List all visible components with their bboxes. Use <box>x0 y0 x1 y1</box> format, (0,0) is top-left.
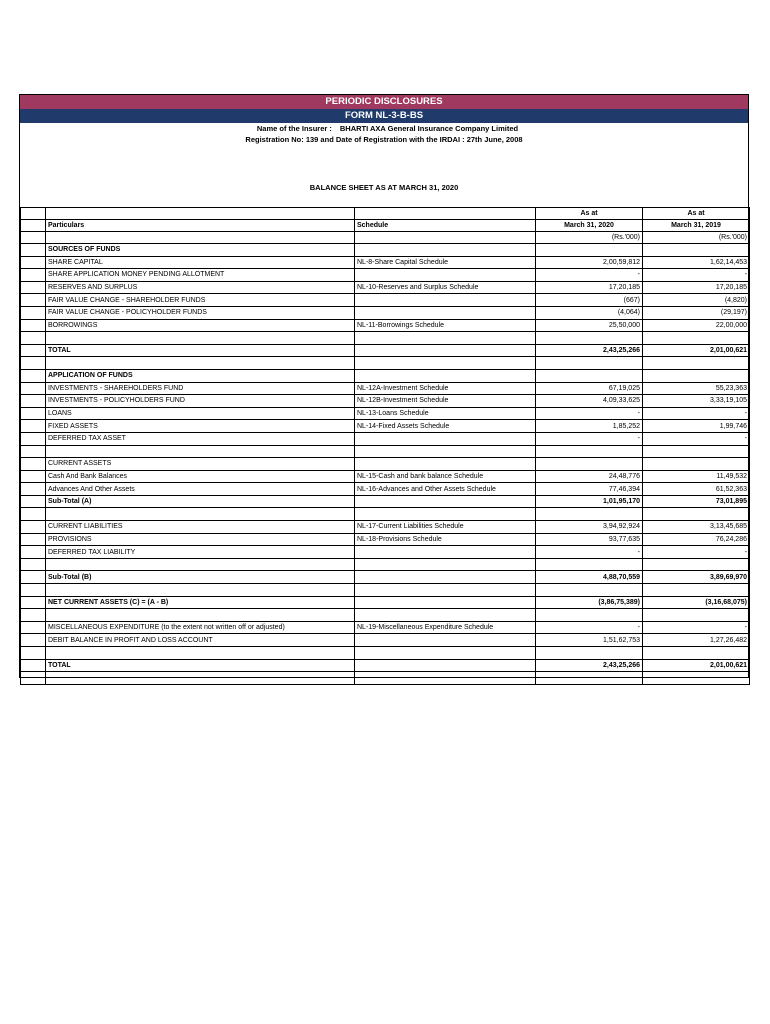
schedule-header: Schedule <box>355 220 536 232</box>
col1-unit: (Rs.'000) <box>536 232 643 244</box>
value-2020-cell: 1,01,95,170 <box>536 495 643 508</box>
value-2019-cell: 73,01,895 <box>643 495 750 508</box>
row-margin-cell <box>21 294 46 307</box>
particulars-cell: Cash And Bank Balances <box>46 470 355 483</box>
table-row <box>21 558 750 571</box>
schedule-cell <box>355 634 536 647</box>
particulars-cell <box>46 584 355 597</box>
schedule-cell <box>355 294 536 307</box>
value-2019-cell: 76,24,286 <box>643 533 750 546</box>
schedule-cell <box>355 596 536 609</box>
table-row <box>21 407 750 420</box>
row-margin-cell <box>21 558 46 571</box>
value-2019-cell <box>643 369 750 382</box>
insurer-label: Name of the Insurer : <box>256 124 332 133</box>
row-margin-cell <box>21 571 46 584</box>
value-2020-cell: 93,77,635 <box>536 533 643 546</box>
particulars-cell: LOANS <box>46 407 355 420</box>
schedule-cell <box>355 332 536 345</box>
value-2019-cell: (3,16,68,075) <box>643 596 750 609</box>
particulars-cell <box>46 332 355 345</box>
table-row <box>21 382 750 395</box>
schedule-cell <box>355 344 536 357</box>
schedule-cell <box>355 584 536 597</box>
table-row <box>21 306 750 319</box>
value-2019-cell: - <box>643 621 750 634</box>
registration-line: Registration No: 139 and Date of Registration with the IRDAI : 27th June, 2008 <box>245 135 523 144</box>
value-2020-cell <box>536 672 643 685</box>
row-margin-cell <box>21 269 46 282</box>
particulars-cell: FAIR VALUE CHANGE - POLICYHOLDER FUNDS <box>46 306 355 319</box>
insurer-name: BHARTI AXA General Insurance Company Limited <box>339 124 519 133</box>
particulars-cell: DEBIT BALANCE IN PROFIT AND LOSS ACCOUNT <box>46 634 355 647</box>
row-margin-cell <box>21 672 46 685</box>
value-2019-cell: 1,99,746 <box>643 420 750 433</box>
table-row <box>21 533 750 546</box>
schedule-cell <box>355 244 536 257</box>
value-2020-cell <box>536 584 643 597</box>
value-2020-cell: 17,20,185 <box>536 281 643 294</box>
schedule-cell: NL-14-Fixed Assets Schedule <box>355 420 536 433</box>
row-margin-cell <box>21 647 46 660</box>
schedule-cell <box>355 647 536 660</box>
row-margin-cell <box>21 256 46 269</box>
table-row <box>21 281 750 294</box>
value-2019-cell: - <box>643 546 750 559</box>
particulars-cell: Sub-Total (A) <box>46 495 355 508</box>
schedule-cell <box>355 369 536 382</box>
row-margin-cell <box>21 521 46 534</box>
value-2019-cell <box>643 584 750 597</box>
value-2019-cell: (29,197) <box>643 306 750 319</box>
col2-date: March 31, 2019 <box>643 220 750 232</box>
row-margin-cell <box>21 420 46 433</box>
schedule-cell: NL-11-Borrowings Schedule <box>355 319 536 332</box>
row-margin-cell <box>21 495 46 508</box>
row-margin-cell <box>21 281 46 294</box>
value-2019-cell: 3,89,69,970 <box>643 571 750 584</box>
value-2019-cell <box>643 445 750 458</box>
table-row <box>21 546 750 559</box>
table-row <box>21 508 750 521</box>
schedule-cell <box>355 659 536 672</box>
value-2020-cell <box>536 357 643 370</box>
header-row-3 <box>21 232 750 244</box>
table-row <box>21 659 750 672</box>
row-margin-cell <box>21 546 46 559</box>
table-row <box>21 596 750 609</box>
value-2020-cell: 3,94,92,924 <box>536 521 643 534</box>
value-2020-cell: - <box>536 407 643 420</box>
table-row <box>21 470 750 483</box>
value-2020-cell <box>536 445 643 458</box>
particulars-cell: PROVISIONS <box>46 533 355 546</box>
value-2020-cell: 2,43,25,266 <box>536 344 643 357</box>
value-2020-cell <box>536 458 643 471</box>
table-row <box>21 634 750 647</box>
particulars-cell: TOTAL <box>46 659 355 672</box>
value-2019-cell <box>643 508 750 521</box>
schedule-cell <box>355 357 536 370</box>
value-2020-cell <box>536 244 643 257</box>
value-2020-cell <box>536 609 643 622</box>
table-row <box>21 269 750 282</box>
table-row <box>21 256 750 269</box>
row-margin-cell <box>21 369 46 382</box>
particulars-cell: DEFERRED TAX ASSET <box>46 432 355 445</box>
row-margin-cell <box>21 596 46 609</box>
particulars-cell: Sub-Total (B) <box>46 571 355 584</box>
value-2019-cell <box>643 458 750 471</box>
header-row-2 <box>21 220 750 232</box>
table-row <box>21 319 750 332</box>
value-2020-cell: 2,00,59,812 <box>536 256 643 269</box>
value-2020-cell <box>536 647 643 660</box>
particulars-cell: SOURCES OF FUNDS <box>46 244 355 257</box>
table-row <box>21 432 750 445</box>
schedule-cell: NL-13-Loans Schedule <box>355 407 536 420</box>
form-number-banner: FORM NL-3-B-BS <box>20 109 748 123</box>
value-2020-cell <box>536 508 643 521</box>
row-margin-cell <box>21 659 46 672</box>
value-2020-cell: 67,19,025 <box>536 382 643 395</box>
value-2020-cell: 2,43,25,266 <box>536 659 643 672</box>
value-2020-cell: - <box>536 432 643 445</box>
table-row <box>21 483 750 496</box>
value-2019-cell <box>643 647 750 660</box>
schedule-cell <box>355 571 536 584</box>
header-row-1 <box>21 208 750 220</box>
balance-sheet-table <box>20 207 750 685</box>
value-2020-cell: 24,48,776 <box>536 470 643 483</box>
schedule-cell: NL-15-Cash and bank balance Schedule <box>355 470 536 483</box>
balance-sheet-title: BALANCE SHEET AS AT MARCH 31, 2020 <box>309 183 459 192</box>
row-margin-cell <box>21 533 46 546</box>
row-margin-cell <box>21 609 46 622</box>
row-margin-cell <box>21 306 46 319</box>
table-row <box>21 294 750 307</box>
particulars-cell: CURRENT ASSETS <box>46 458 355 471</box>
schedule-cell <box>355 609 536 622</box>
schedule-cell: NL-12B-Investment Schedule <box>355 395 536 408</box>
table-row <box>21 395 750 408</box>
row-margin-cell <box>21 319 46 332</box>
value-2019-cell <box>643 672 750 685</box>
table-row <box>21 458 750 471</box>
table-row <box>21 672 750 685</box>
particulars-cell <box>46 558 355 571</box>
row-margin-cell <box>21 357 46 370</box>
schedule-cell: NL-8-Share Capital Schedule <box>355 256 536 269</box>
schedule-cell: NL-19-Miscellaneous Expenditure Schedule <box>355 621 536 634</box>
table-row <box>21 521 750 534</box>
col2-as-at: As at <box>643 208 750 220</box>
schedule-cell: NL-17-Current Liabilities Schedule <box>355 521 536 534</box>
particulars-cell: APPLICATION OF FUNDS <box>46 369 355 382</box>
value-2019-cell: 3,33,19,105 <box>643 395 750 408</box>
value-2019-cell: 2,01,00,621 <box>643 344 750 357</box>
table-row <box>21 369 750 382</box>
table-row <box>21 332 750 345</box>
particulars-cell: CURRENT LIABILITIES <box>46 521 355 534</box>
value-2019-cell: 17,20,185 <box>643 281 750 294</box>
value-2019-cell: - <box>643 432 750 445</box>
value-2019-cell: 11,49,532 <box>643 470 750 483</box>
value-2020-cell: 1,51,62,753 <box>536 634 643 647</box>
value-2020-cell <box>536 369 643 382</box>
value-2019-cell: 3,13,45,685 <box>643 521 750 534</box>
table-row <box>21 647 750 660</box>
particulars-cell: TOTAL <box>46 344 355 357</box>
particulars-cell <box>46 647 355 660</box>
table-row <box>21 244 750 257</box>
schedule-cell <box>355 445 536 458</box>
value-2020-cell: 1,85,252 <box>536 420 643 433</box>
row-margin-cell <box>21 332 46 345</box>
particulars-cell <box>46 508 355 521</box>
row-margin-cell <box>21 458 46 471</box>
value-2019-cell: 22,00,000 <box>643 319 750 332</box>
row-margin-cell <box>21 634 46 647</box>
particulars-cell: RESERVES AND SURPLUS <box>46 281 355 294</box>
particulars-cell: BORROWINGS <box>46 319 355 332</box>
insurer-line <box>20 123 748 134</box>
schedule-cell <box>355 306 536 319</box>
schedule-cell <box>355 558 536 571</box>
value-2019-cell <box>643 558 750 571</box>
col1-as-at: As at <box>536 208 643 220</box>
value-2019-cell: 55,23,363 <box>643 382 750 395</box>
table-row <box>21 344 750 357</box>
value-2020-cell: - <box>536 621 643 634</box>
value-2020-cell: 4,88,70,559 <box>536 571 643 584</box>
schedule-cell <box>355 508 536 521</box>
row-margin-cell <box>21 432 46 445</box>
schedule-cell: NL-16-Advances and Other Assets Schedule <box>355 483 536 496</box>
table-row <box>21 621 750 634</box>
row-margin-cell <box>21 382 46 395</box>
row-margin-cell <box>21 395 46 408</box>
particulars-cell: FIXED ASSETS <box>46 420 355 433</box>
particulars-cell: MISCELLANEOUS EXPENDITURE (to the extent not written off or adjusted) <box>46 621 355 634</box>
value-2020-cell <box>536 558 643 571</box>
value-2019-cell <box>643 357 750 370</box>
value-2019-cell <box>643 244 750 257</box>
table-row <box>21 571 750 584</box>
periodic-disclosures-banner: PERIODIC DISCLOSURES <box>20 95 748 109</box>
row-margin-cell <box>21 483 46 496</box>
schedule-cell: NL-12A-Investment Schedule <box>355 382 536 395</box>
balance-sheet-document <box>19 94 749 678</box>
schedule-cell <box>355 432 536 445</box>
schedule-cell <box>355 546 536 559</box>
value-2020-cell: (4,064) <box>536 306 643 319</box>
table-row <box>21 584 750 597</box>
schedule-cell <box>355 458 536 471</box>
particulars-cell: INVESTMENTS - POLICYHOLDERS FUND <box>46 395 355 408</box>
particulars-cell: Advances And Other Assets <box>46 483 355 496</box>
value-2020-cell: - <box>536 269 643 282</box>
value-2020-cell <box>536 332 643 345</box>
value-2019-cell: (4,820) <box>643 294 750 307</box>
particulars-cell: INVESTMENTS - SHAREHOLDERS FUND <box>46 382 355 395</box>
row-margin-cell <box>21 344 46 357</box>
row-margin-cell <box>21 407 46 420</box>
row-margin-cell <box>21 445 46 458</box>
value-2019-cell: - <box>643 407 750 420</box>
schedule-cell: NL-10-Reserves and Surplus Schedule <box>355 281 536 294</box>
particulars-cell <box>46 357 355 370</box>
row-margin-cell <box>21 244 46 257</box>
table-row <box>21 357 750 370</box>
value-2019-cell <box>643 332 750 345</box>
particulars-cell: SHARE APPLICATION MONEY PENDING ALLOTMENT <box>46 269 355 282</box>
row-margin-cell <box>21 584 46 597</box>
value-2020-cell: 77,46,394 <box>536 483 643 496</box>
value-2019-cell: 1,27,26,482 <box>643 634 750 647</box>
schedule-cell <box>355 269 536 282</box>
particulars-cell <box>46 672 355 685</box>
value-2020-cell: - <box>536 546 643 559</box>
table-row <box>21 495 750 508</box>
value-2019-cell <box>643 609 750 622</box>
schedule-cell <box>355 495 536 508</box>
row-margin-cell <box>21 470 46 483</box>
particulars-cell: FAIR VALUE CHANGE - SHAREHOLDER FUNDS <box>46 294 355 307</box>
particulars-header: Particulars <box>46 220 355 232</box>
value-2019-cell: 61,52,363 <box>643 483 750 496</box>
particulars-cell <box>46 445 355 458</box>
value-2020-cell: 4,09,33,625 <box>536 395 643 408</box>
value-2019-cell: - <box>643 269 750 282</box>
value-2020-cell: (3,86,75,389) <box>536 596 643 609</box>
particulars-cell <box>46 609 355 622</box>
schedule-cell: NL-18-Provisions Schedule <box>355 533 536 546</box>
particulars-cell: SHARE CAPITAL <box>46 256 355 269</box>
value-2019-cell: 2,01,00,621 <box>643 659 750 672</box>
row-margin-cell <box>21 621 46 634</box>
value-2020-cell: 25,50,000 <box>536 319 643 332</box>
value-2019-cell: 1,62,14,453 <box>643 256 750 269</box>
col2-unit: (Rs.'000) <box>643 232 750 244</box>
col1-date: March 31, 2020 <box>536 220 643 232</box>
schedule-cell <box>355 672 536 685</box>
table-row <box>21 445 750 458</box>
table-row <box>21 609 750 622</box>
particulars-cell: DEFERRED TAX LIABILITY <box>46 546 355 559</box>
value-2020-cell: (667) <box>536 294 643 307</box>
table-row <box>21 420 750 433</box>
row-margin-cell <box>21 508 46 521</box>
particulars-cell: NET CURRENT ASSETS (C) = (A - B) <box>46 596 355 609</box>
